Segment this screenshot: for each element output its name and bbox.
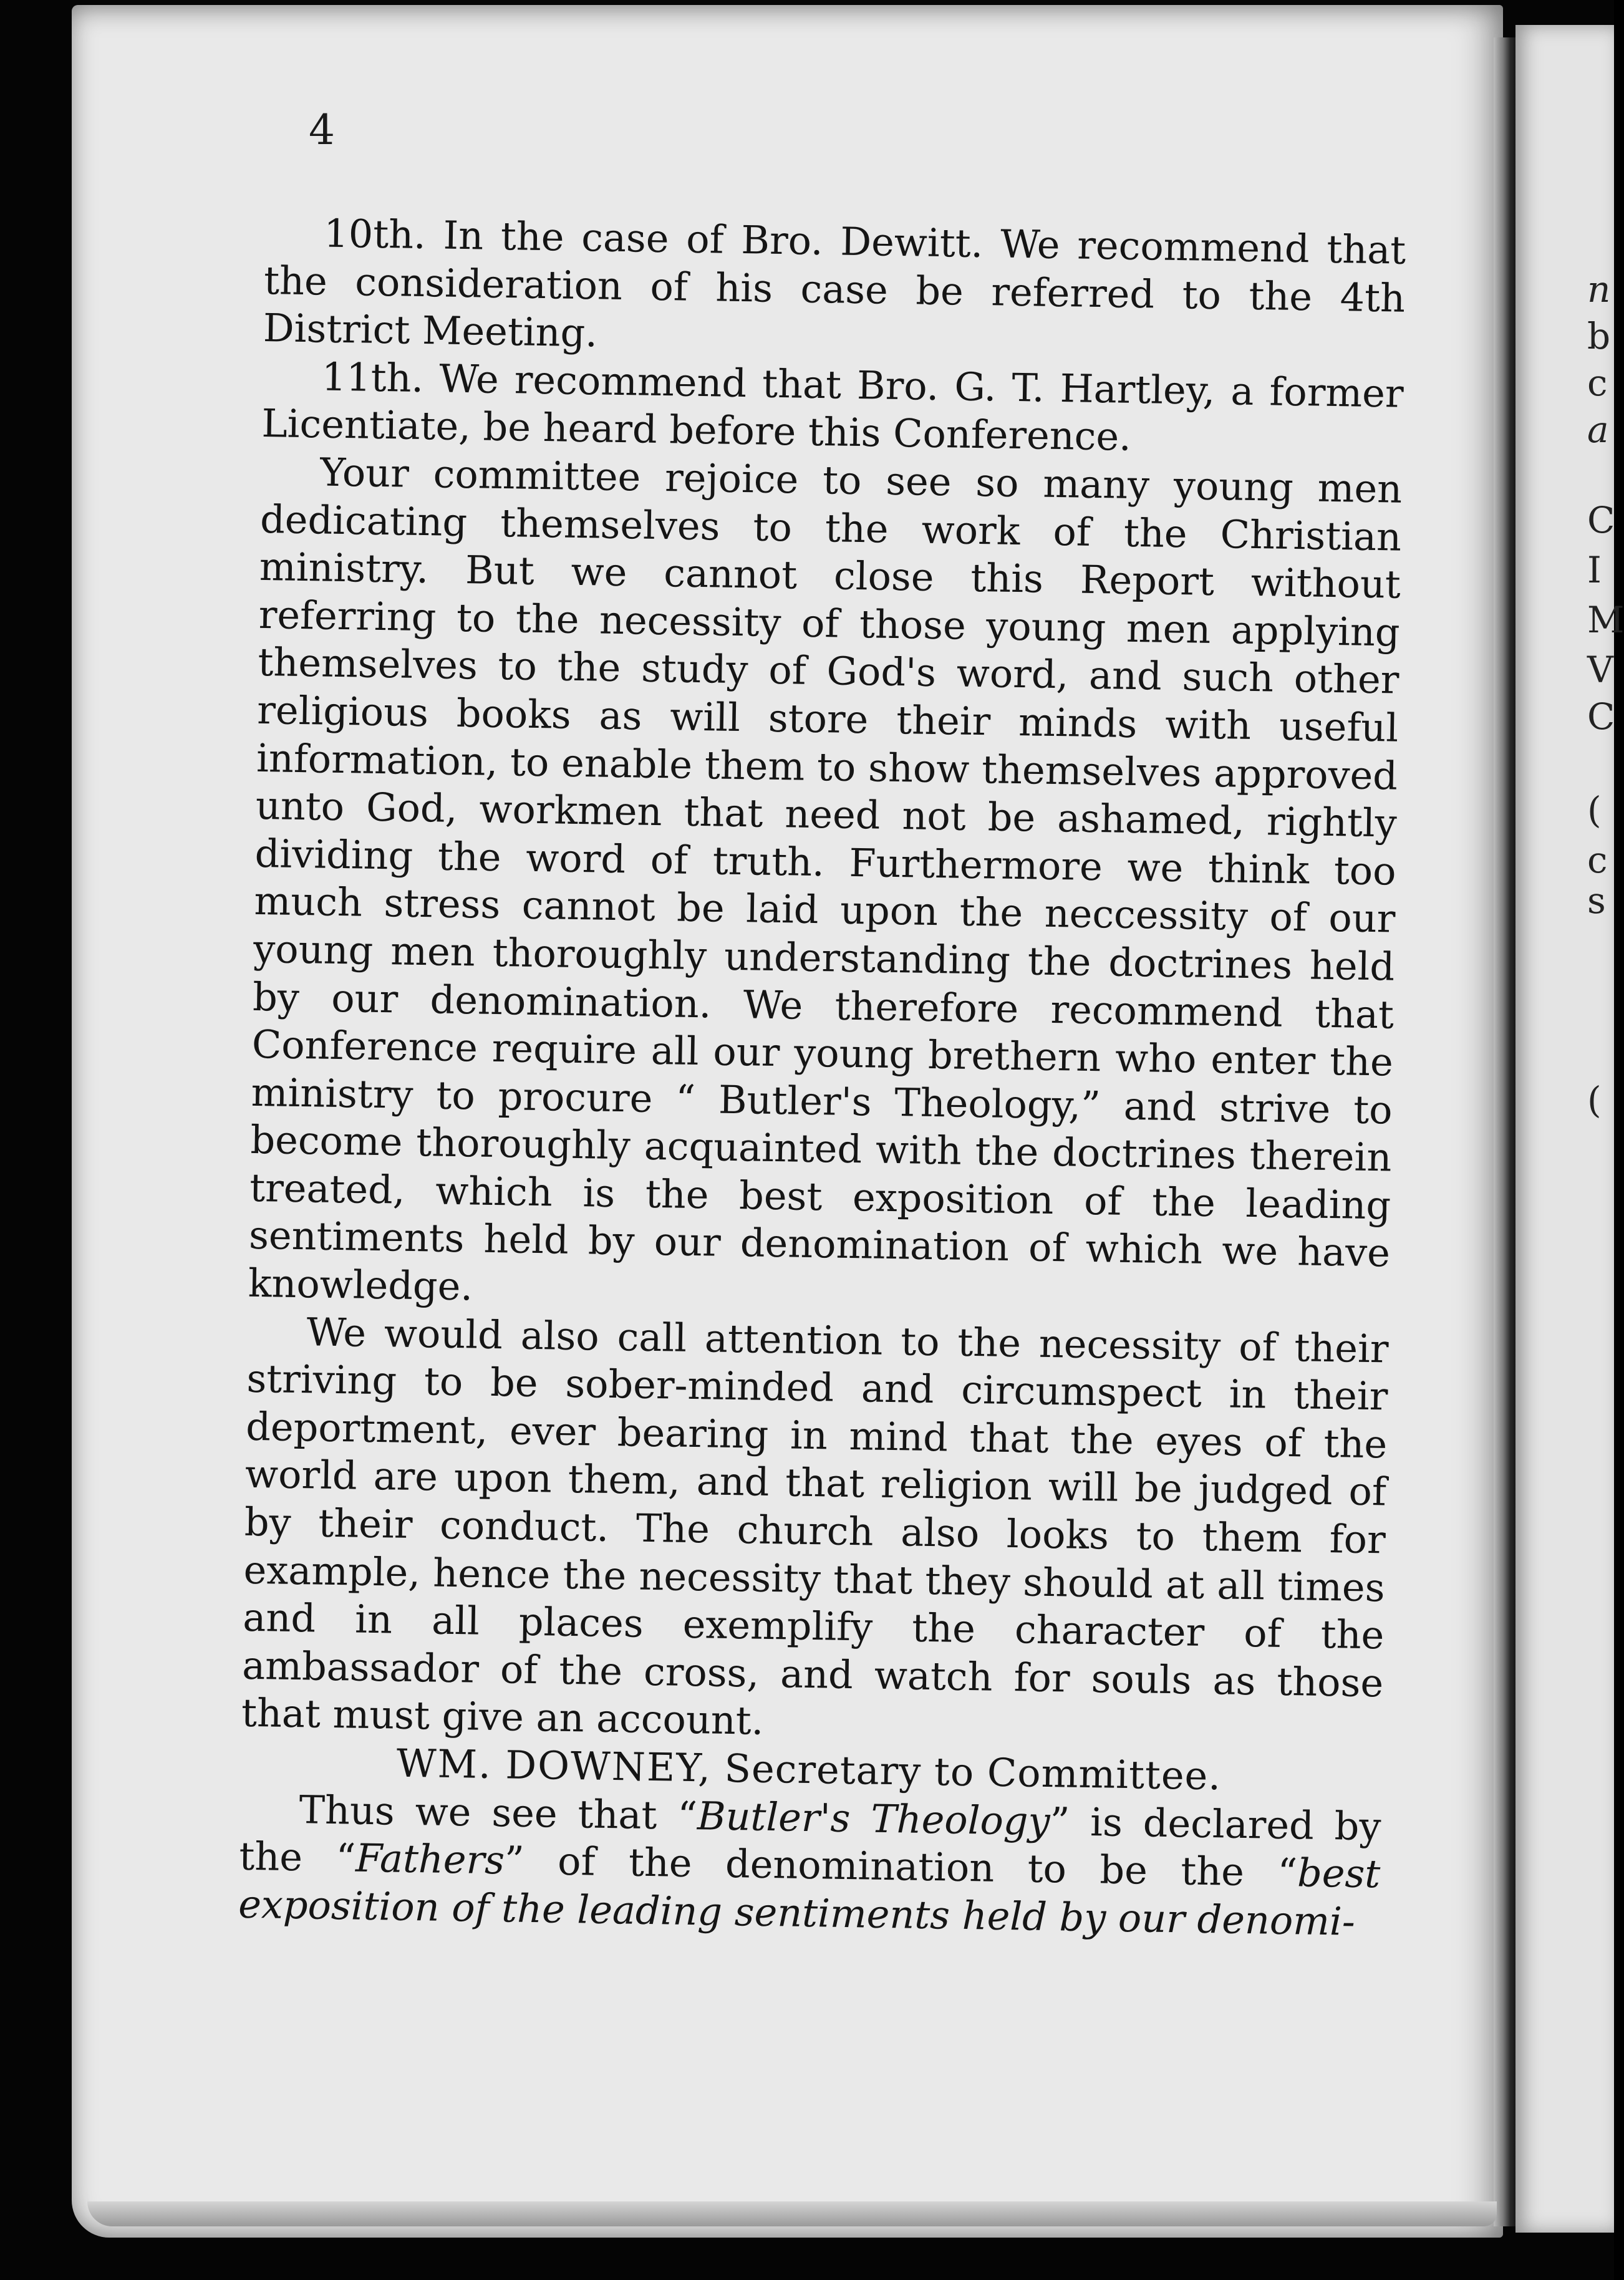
closing-italic-3: best exposition of the leading sentiments held by our denomi- (238, 1850, 1381, 1944)
right-fragment: c (1587, 362, 1608, 404)
right-fragment: M (1587, 599, 1624, 641)
paragraph-attention: We would also call attention to the necessity of their striving to be sober-minded and circumspect in their deportment, ever bearing in mind that the eyes of the world are upon them, and that religion will be judged of by their conduct. The church also looks to them for example, hence the necessity that they should at all times and in all places exemplify the character of the ambassador of the cross, and watch for souls as those that must give an account. (241, 1308, 1390, 1744)
right-fragment: s (1587, 879, 1606, 922)
closing-paragraph (238, 1785, 1381, 1946)
right-fragment: b (1587, 315, 1611, 357)
page-bottom-curl (87, 2201, 1497, 2226)
signature-title: Secretary to Committee. (724, 1745, 1222, 1799)
right-page-text-fragments (1587, 0, 1624, 2280)
closing-text-1: Thus we see that “ (299, 1786, 698, 1838)
right-fragment: n (1587, 268, 1611, 311)
closing-italic-1: Butler's Theology (697, 1792, 1051, 1844)
right-fragment: a (1587, 408, 1609, 451)
closing-text-3: ” of the denomination to be the “ (504, 1837, 1298, 1896)
right-fragment: V (1587, 649, 1613, 691)
page-body (238, 209, 1406, 1946)
right-fragment: ( (1587, 789, 1602, 831)
paragraph-11th: 11th. We recommend that Bro. G. T. Hartley, a former Licentiate, be heard before this Conference. (261, 354, 1404, 460)
right-fragment: C (1587, 695, 1615, 738)
right-fragment: C (1587, 499, 1615, 541)
right-fragment: ( (1587, 1079, 1602, 1121)
paragraph-10th: 10th. In the case of Bro. Dewitt. We recommend that the consideration of his case be referred to the 4th District Meeting. (263, 210, 1406, 356)
right-fragment: c (1587, 839, 1608, 881)
paragraph-committee: Your committee rejoice to see so many young men dedicating themselves to the work of the Christian ministry. But we cannot close this Report without referring to the necessity of those young men applying themselves to the study of God's word, and such other religious books as will store their minds with useful information, to enable them to show themselves approved unto God, workmen that need not be ashamed, rightly dividing the word of truth. Furthermore we think too much stress cannot be laid upon the neccessity of our young men thoroughly understanding the doctrines held by our denomination. We therefore recommend that Conference require all our young brethern who enter the ministry to procure “ Butler's Theology,” and strive to become thoroughly acquainted with the doctrines therein treated, which is the best exposition of the leading sentiments held by our denomination of which we have knowledge. (248, 449, 1403, 1310)
signature-name: WM. DOWNEY, (396, 1740, 712, 1791)
closing-italic-2: Fathers (355, 1835, 505, 1883)
closing-text-2: ” is declared by the “ (238, 1798, 1382, 1881)
page-number: 4 (309, 106, 335, 154)
book-gutter (1494, 37, 1517, 2226)
right-fragment: I (1587, 549, 1602, 591)
